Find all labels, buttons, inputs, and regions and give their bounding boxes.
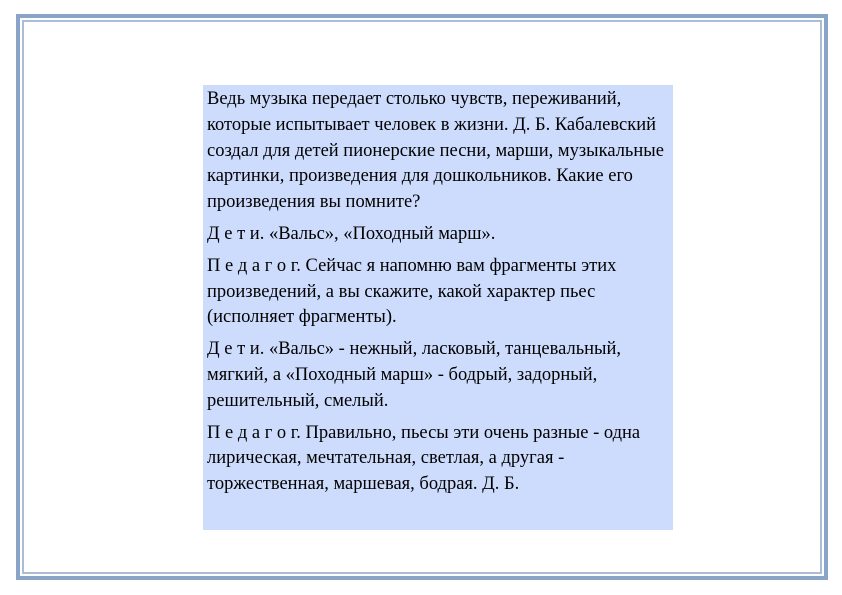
- text-box: [203, 85, 673, 530]
- paragraph-teacher-2: П е д а г о г. Правильно, пьесы эти очень разные - одна лирическая, мечтательная, светлая, а другая - торжественная, маршевая, бодрая. Д. Б.: [207, 422, 641, 495]
- paragraph-children-answer-2: Д е т и. «Вальс» - нежный, ласковый, танцевальный, мягкий, а «Походный марш» - бодрый, задорный, решительный, смелый.: [207, 339, 622, 411]
- paragraph-intro: Ведь музыка передает столько чувств, переживаний, которые испытывает человек в жизни. Д. Б. Кабалевский создал для детей пионерские песни, марши, музыкальные картинки, произведения для дошкольников. Какие его произведения вы помните?: [207, 89, 664, 213]
- paragraph-children-answer-1: Д е т и. «Вальс», «Походный марш».: [207, 223, 496, 244]
- paragraph-teacher-1: П е д а г о г. Сейчас я напомню вам фрагменты этих произведений, а вы скажите, какой характер пьес (исполняет фрагменты).: [207, 255, 617, 328]
